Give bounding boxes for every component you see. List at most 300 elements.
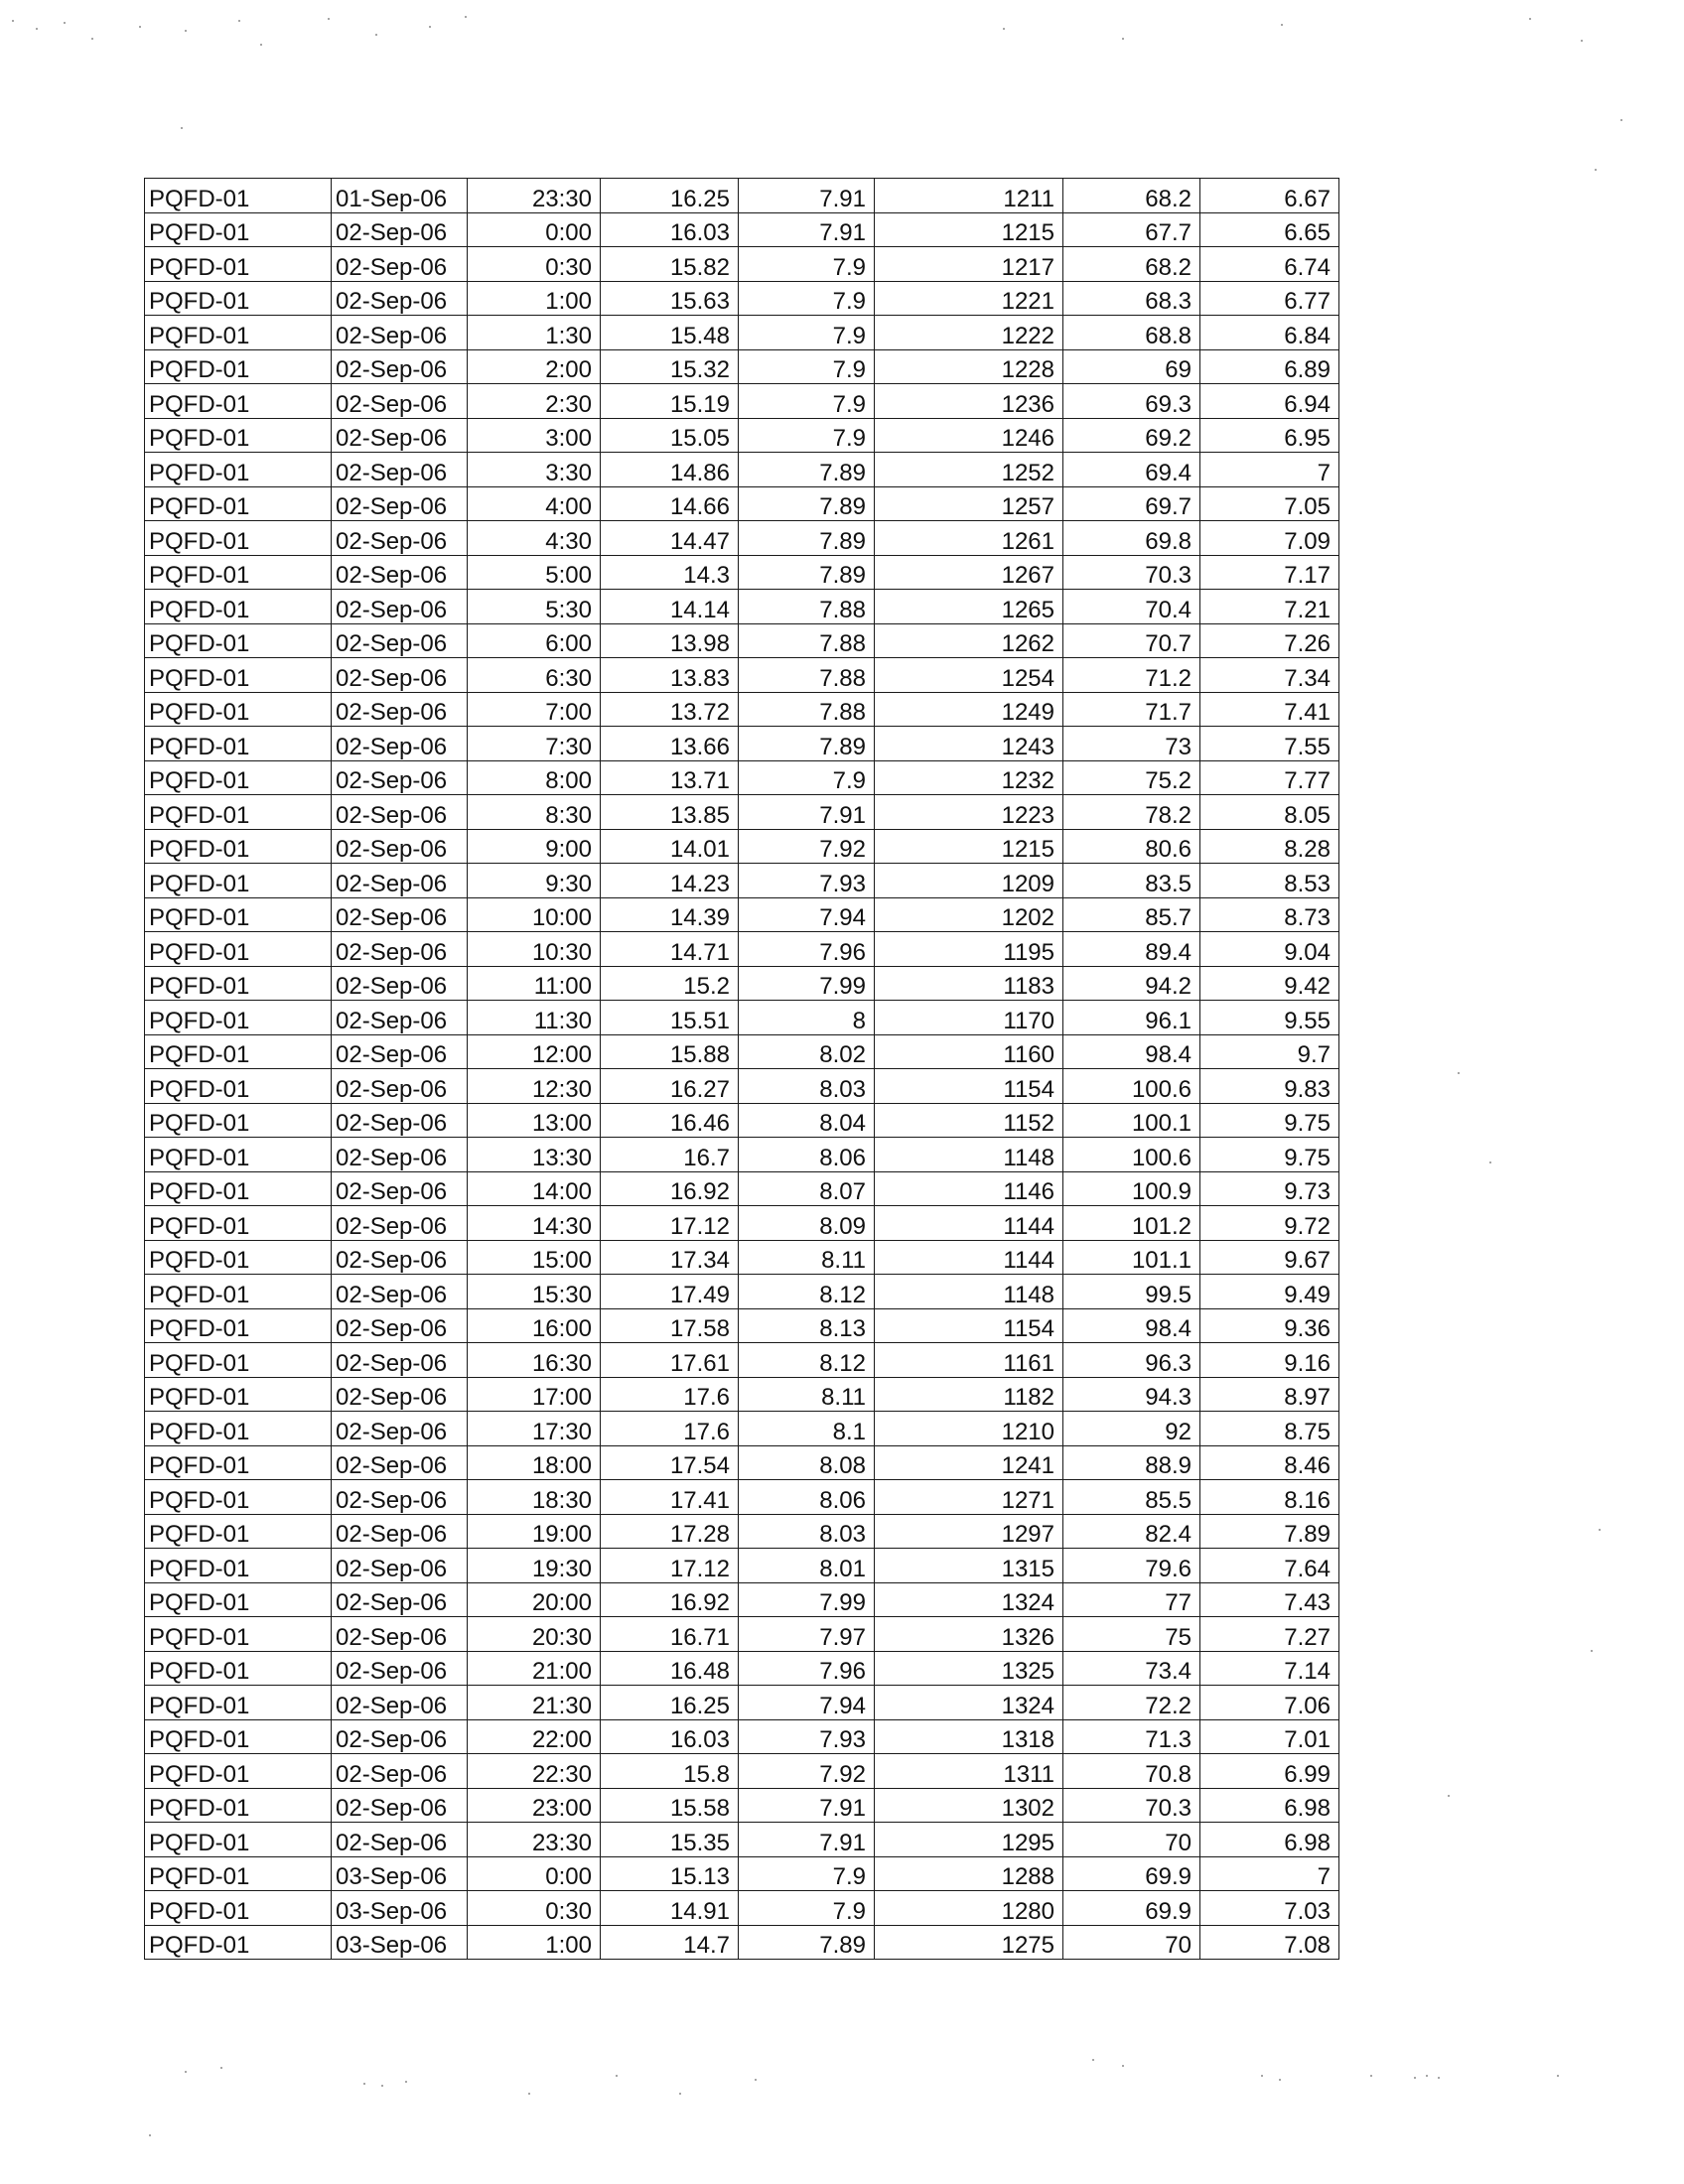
site-cell: PQFD-01	[145, 1788, 332, 1823]
value-cell: 1265	[875, 590, 1063, 624]
scan-speck	[465, 16, 467, 18]
value-cell: 9.7	[1200, 1034, 1339, 1069]
time-cell: 0:30	[468, 1891, 601, 1926]
value-cell: 6.98	[1200, 1788, 1339, 1823]
time-cell: 22:30	[468, 1754, 601, 1789]
value-cell: 69.4	[1063, 453, 1200, 487]
value-cell: 7.93	[739, 864, 875, 898]
value-cell: 7.9	[739, 760, 875, 795]
date-cell: 02-Sep-06	[332, 1651, 468, 1686]
scan-speck	[139, 26, 141, 28]
value-cell: 8.53	[1200, 864, 1339, 898]
table-row	[145, 727, 1339, 761]
value-cell: 14.01	[601, 829, 739, 864]
value-cell: 1154	[875, 1308, 1063, 1343]
value-cell: 1271	[875, 1480, 1063, 1515]
value-cell: 7.26	[1200, 623, 1339, 658]
date-cell: 02-Sep-06	[332, 1377, 468, 1412]
value-cell: 17.6	[601, 1412, 739, 1446]
site-cell: PQFD-01	[145, 1823, 332, 1857]
table-row	[145, 1651, 1339, 1686]
value-cell: 7.9	[739, 247, 875, 282]
site-cell: PQFD-01	[145, 1754, 332, 1789]
value-cell: 7.17	[1200, 555, 1339, 590]
time-cell: 23:00	[468, 1788, 601, 1823]
value-cell: 1144	[875, 1240, 1063, 1275]
scan-speck	[1092, 2059, 1094, 2061]
time-cell: 9:00	[468, 829, 601, 864]
scan-speck	[1003, 28, 1005, 30]
value-cell: 8.12	[739, 1343, 875, 1378]
time-cell: 3:30	[468, 453, 601, 487]
value-cell: 101.2	[1063, 1206, 1200, 1241]
value-cell: 7.34	[1200, 658, 1339, 693]
site-cell: PQFD-01	[145, 1412, 332, 1446]
value-cell: 7.9	[739, 1856, 875, 1891]
table-row	[145, 932, 1339, 967]
scan-speck	[1448, 1795, 1450, 1797]
table-row	[145, 1514, 1339, 1549]
time-cell: 16:00	[468, 1308, 601, 1343]
date-cell: 02-Sep-06	[332, 727, 468, 761]
site-cell: PQFD-01	[145, 1480, 332, 1515]
value-cell: 6.95	[1200, 418, 1339, 453]
table-row	[145, 486, 1339, 521]
value-cell: 1152	[875, 1103, 1063, 1138]
date-cell: 02-Sep-06	[332, 1582, 468, 1617]
date-cell: 02-Sep-06	[332, 1001, 468, 1035]
time-cell: 21:30	[468, 1686, 601, 1720]
site-cell: PQFD-01	[145, 1549, 332, 1583]
table-row	[145, 179, 1339, 213]
scan-speck	[36, 28, 38, 30]
value-cell: 72.2	[1063, 1686, 1200, 1720]
value-cell: 8.06	[739, 1480, 875, 1515]
value-cell: 14.66	[601, 486, 739, 521]
date-cell: 02-Sep-06	[332, 212, 468, 247]
value-cell: 88.9	[1063, 1445, 1200, 1480]
value-cell: 8.13	[739, 1308, 875, 1343]
value-cell: 1324	[875, 1582, 1063, 1617]
value-cell: 8.07	[739, 1171, 875, 1206]
value-cell: 85.5	[1063, 1480, 1200, 1515]
date-cell: 02-Sep-06	[332, 1549, 468, 1583]
value-cell: 68.8	[1063, 316, 1200, 350]
value-cell: 14.39	[601, 897, 739, 932]
value-cell: 1148	[875, 1275, 1063, 1309]
value-cell: 94.2	[1063, 966, 1200, 1001]
value-cell: 14.3	[601, 555, 739, 590]
value-cell: 7.89	[1200, 1514, 1339, 1549]
scan-speck	[64, 22, 66, 24]
value-cell: 15.32	[601, 349, 739, 384]
table-row	[145, 1719, 1339, 1754]
value-cell: 7.91	[739, 212, 875, 247]
value-cell: 9.04	[1200, 932, 1339, 967]
value-cell: 70	[1063, 1925, 1200, 1960]
scan-speck	[528, 2093, 530, 2095]
value-cell: 1252	[875, 453, 1063, 487]
value-cell: 1280	[875, 1891, 1063, 1926]
value-cell: 13.66	[601, 727, 739, 761]
value-cell: 1232	[875, 760, 1063, 795]
table-row	[145, 1891, 1339, 1926]
scan-speck	[679, 2093, 681, 2095]
value-cell: 8.01	[739, 1549, 875, 1583]
date-cell: 02-Sep-06	[332, 795, 468, 830]
site-cell: PQFD-01	[145, 453, 332, 487]
time-cell: 22:00	[468, 1719, 601, 1754]
value-cell: 77	[1063, 1582, 1200, 1617]
value-cell: 69.9	[1063, 1891, 1200, 1926]
value-cell: 7	[1200, 453, 1339, 487]
value-cell: 7.55	[1200, 727, 1339, 761]
value-cell: 16.46	[601, 1103, 739, 1138]
value-cell: 1275	[875, 1925, 1063, 1960]
site-cell: PQFD-01	[145, 418, 332, 453]
value-cell: 16.25	[601, 179, 739, 213]
value-cell: 96.3	[1063, 1343, 1200, 1378]
time-cell: 11:00	[468, 966, 601, 1001]
value-cell: 7.9	[739, 349, 875, 384]
date-cell: 01-Sep-06	[332, 179, 468, 213]
time-cell: 23:30	[468, 179, 601, 213]
time-cell: 7:30	[468, 727, 601, 761]
site-cell: PQFD-01	[145, 1377, 332, 1412]
value-cell: 7	[1200, 1856, 1339, 1891]
value-cell: 7.05	[1200, 486, 1339, 521]
time-cell: 23:30	[468, 1823, 601, 1857]
value-cell: 69.3	[1063, 384, 1200, 419]
date-cell: 02-Sep-06	[332, 1240, 468, 1275]
value-cell: 100.6	[1063, 1138, 1200, 1172]
value-cell: 15.13	[601, 1856, 739, 1891]
date-cell: 02-Sep-06	[332, 1034, 468, 1069]
value-cell: 94.3	[1063, 1377, 1200, 1412]
table-row	[145, 1343, 1339, 1378]
value-cell: 71.3	[1063, 1719, 1200, 1754]
time-cell: 17:30	[468, 1412, 601, 1446]
value-cell: 1183	[875, 966, 1063, 1001]
value-cell: 8.11	[739, 1377, 875, 1412]
site-cell: PQFD-01	[145, 1001, 332, 1035]
site-cell: PQFD-01	[145, 281, 332, 316]
value-cell: 69.2	[1063, 418, 1200, 453]
table-row	[145, 418, 1339, 453]
scan-speck	[1620, 119, 1622, 121]
value-cell: 70	[1063, 1823, 1200, 1857]
time-cell: 3:00	[468, 418, 601, 453]
value-cell: 16.03	[601, 1719, 739, 1754]
time-cell: 10:30	[468, 932, 601, 967]
value-cell: 8.16	[1200, 1480, 1339, 1515]
value-cell: 17.12	[601, 1206, 739, 1241]
date-cell: 02-Sep-06	[332, 966, 468, 1001]
scan-speck	[181, 127, 183, 129]
value-cell: 16.71	[601, 1617, 739, 1652]
site-cell: PQFD-01	[145, 727, 332, 761]
value-cell: 1241	[875, 1445, 1063, 1480]
date-cell: 02-Sep-06	[332, 897, 468, 932]
value-cell: 82.4	[1063, 1514, 1200, 1549]
site-cell: PQFD-01	[145, 384, 332, 419]
value-cell: 1295	[875, 1823, 1063, 1857]
site-cell: PQFD-01	[145, 1856, 332, 1891]
value-cell: 1297	[875, 1514, 1063, 1549]
time-cell: 15:00	[468, 1240, 601, 1275]
table-row	[145, 658, 1339, 693]
value-cell: 1262	[875, 623, 1063, 658]
value-cell: 14.86	[601, 453, 739, 487]
date-cell: 02-Sep-06	[332, 1069, 468, 1104]
time-cell: 12:00	[468, 1034, 601, 1069]
value-cell: 98.4	[1063, 1034, 1200, 1069]
value-cell: 15.63	[601, 281, 739, 316]
scan-speck	[260, 44, 262, 46]
value-cell: 9.73	[1200, 1171, 1339, 1206]
value-cell: 8.05	[1200, 795, 1339, 830]
site-cell: PQFD-01	[145, 829, 332, 864]
value-cell: 73.4	[1063, 1651, 1200, 1686]
value-cell: 7.88	[739, 590, 875, 624]
value-cell: 85.7	[1063, 897, 1200, 932]
site-cell: PQFD-01	[145, 1719, 332, 1754]
table-row	[145, 1275, 1339, 1309]
value-cell: 7.9	[739, 1891, 875, 1926]
scan-speck	[381, 2085, 383, 2087]
value-cell: 1311	[875, 1754, 1063, 1789]
value-cell: 6.94	[1200, 384, 1339, 419]
value-cell: 1195	[875, 932, 1063, 967]
scan-speck	[1414, 2077, 1416, 2079]
time-cell: 13:00	[468, 1103, 601, 1138]
scan-speck	[1489, 1161, 1491, 1163]
site-cell: PQFD-01	[145, 1617, 332, 1652]
data-table-body	[145, 179, 1339, 1960]
table-row	[145, 1823, 1339, 1857]
site-cell: PQFD-01	[145, 212, 332, 247]
table-row	[145, 829, 1339, 864]
value-cell: 7.9	[739, 316, 875, 350]
value-cell: 17.49	[601, 1275, 739, 1309]
value-cell: 7.43	[1200, 1582, 1339, 1617]
value-cell: 69.8	[1063, 521, 1200, 556]
time-cell: 6:30	[468, 658, 601, 693]
time-cell: 10:00	[468, 897, 601, 932]
value-cell: 7.41	[1200, 692, 1339, 727]
scan-speck	[1281, 24, 1283, 26]
scan-speck	[1426, 2075, 1428, 2077]
value-cell: 1325	[875, 1651, 1063, 1686]
value-cell: 16.25	[601, 1686, 739, 1720]
table-row	[145, 864, 1339, 898]
scan-speck	[1458, 1072, 1460, 1074]
value-cell: 1288	[875, 1856, 1063, 1891]
value-cell: 99.5	[1063, 1275, 1200, 1309]
site-cell: PQFD-01	[145, 1514, 332, 1549]
site-cell: PQFD-01	[145, 349, 332, 384]
table-row	[145, 453, 1339, 487]
table-row	[145, 1069, 1339, 1104]
value-cell: 7.91	[739, 1823, 875, 1857]
value-cell: 16.92	[601, 1582, 739, 1617]
value-cell: 7.9	[739, 418, 875, 453]
table-row	[145, 1001, 1339, 1035]
value-cell: 70.3	[1063, 555, 1200, 590]
value-cell: 1302	[875, 1788, 1063, 1823]
value-cell: 15.19	[601, 384, 739, 419]
date-cell: 02-Sep-06	[332, 590, 468, 624]
value-cell: 1254	[875, 658, 1063, 693]
value-cell: 13.71	[601, 760, 739, 795]
table-row	[145, 247, 1339, 282]
table-row	[145, 590, 1339, 624]
value-cell: 68.3	[1063, 281, 1200, 316]
date-cell: 02-Sep-06	[332, 418, 468, 453]
table-row	[145, 1377, 1339, 1412]
value-cell: 8	[739, 1001, 875, 1035]
scan-speck	[1591, 1650, 1593, 1652]
site-cell: PQFD-01	[145, 1138, 332, 1172]
value-cell: 17.34	[601, 1240, 739, 1275]
scan-speck	[1122, 38, 1124, 40]
time-cell: 19:00	[468, 1514, 601, 1549]
value-cell: 6.67	[1200, 179, 1339, 213]
time-cell: 20:30	[468, 1617, 601, 1652]
value-cell: 7.97	[739, 1617, 875, 1652]
value-cell: 15.05	[601, 418, 739, 453]
value-cell: 8.75	[1200, 1412, 1339, 1446]
value-cell: 7.93	[739, 1719, 875, 1754]
site-cell: PQFD-01	[145, 760, 332, 795]
table-row	[145, 1103, 1339, 1138]
value-cell: 69.9	[1063, 1856, 1200, 1891]
value-cell: 7.06	[1200, 1686, 1339, 1720]
date-cell: 02-Sep-06	[332, 486, 468, 521]
value-cell: 1144	[875, 1206, 1063, 1241]
value-cell: 6.98	[1200, 1823, 1339, 1857]
value-cell: 9.75	[1200, 1138, 1339, 1172]
value-cell: 7.14	[1200, 1651, 1339, 1686]
value-cell: 6.74	[1200, 247, 1339, 282]
site-cell: PQFD-01	[145, 692, 332, 727]
site-cell: PQFD-01	[145, 966, 332, 1001]
date-cell: 03-Sep-06	[332, 1891, 468, 1926]
table-row	[145, 1206, 1339, 1241]
value-cell: 14.14	[601, 590, 739, 624]
table-row	[145, 966, 1339, 1001]
scan-speck	[185, 30, 187, 32]
table-row	[145, 1034, 1339, 1069]
date-cell: 02-Sep-06	[332, 932, 468, 967]
value-cell: 1182	[875, 1377, 1063, 1412]
date-cell: 02-Sep-06	[332, 1514, 468, 1549]
value-cell: 1154	[875, 1069, 1063, 1104]
value-cell: 1236	[875, 384, 1063, 419]
time-cell: 4:00	[468, 486, 601, 521]
value-cell: 14.7	[601, 1925, 739, 1960]
value-cell: 67.7	[1063, 212, 1200, 247]
value-cell: 16.03	[601, 212, 739, 247]
site-cell: PQFD-01	[145, 864, 332, 898]
value-cell: 7.08	[1200, 1925, 1339, 1960]
table-row	[145, 281, 1339, 316]
date-cell: 02-Sep-06	[332, 247, 468, 282]
site-cell: PQFD-01	[145, 1445, 332, 1480]
value-cell: 15.35	[601, 1823, 739, 1857]
value-cell: 13.72	[601, 692, 739, 727]
value-cell: 7.88	[739, 692, 875, 727]
date-cell: 02-Sep-06	[332, 1308, 468, 1343]
table-row	[145, 1445, 1339, 1480]
value-cell: 15.2	[601, 966, 739, 1001]
date-cell: 03-Sep-06	[332, 1856, 468, 1891]
site-cell: PQFD-01	[145, 1891, 332, 1926]
date-cell: 02-Sep-06	[332, 384, 468, 419]
site-cell: PQFD-01	[145, 179, 332, 213]
table-row	[145, 1171, 1339, 1206]
value-cell: 96.1	[1063, 1001, 1200, 1035]
time-cell: 11:30	[468, 1001, 601, 1035]
value-cell: 7.9	[739, 384, 875, 419]
date-cell: 02-Sep-06	[332, 1103, 468, 1138]
value-cell: 7.88	[739, 658, 875, 693]
scan-speck	[1529, 18, 1531, 20]
time-cell: 0:00	[468, 212, 601, 247]
date-cell: 02-Sep-06	[332, 1823, 468, 1857]
time-cell: 9:30	[468, 864, 601, 898]
value-cell: 89.4	[1063, 932, 1200, 967]
site-cell: PQFD-01	[145, 590, 332, 624]
value-cell: 7.91	[739, 795, 875, 830]
scan-speck	[1122, 2065, 1124, 2067]
time-cell: 7:00	[468, 692, 601, 727]
value-cell: 14.71	[601, 932, 739, 967]
table-row	[145, 1788, 1339, 1823]
value-cell: 8.97	[1200, 1377, 1339, 1412]
scan-speck	[185, 2071, 187, 2073]
scan-speck	[1261, 2075, 1263, 2077]
value-cell: 8.11	[739, 1240, 875, 1275]
value-cell: 7.94	[739, 1686, 875, 1720]
table-row	[145, 1480, 1339, 1515]
value-cell: 7.92	[739, 1754, 875, 1789]
value-cell: 13.83	[601, 658, 739, 693]
scan-speck	[375, 34, 377, 36]
value-cell: 7.89	[739, 453, 875, 487]
site-cell: PQFD-01	[145, 932, 332, 967]
date-cell: 02-Sep-06	[332, 1445, 468, 1480]
value-cell: 70.4	[1063, 590, 1200, 624]
time-cell: 0:30	[468, 247, 601, 282]
scan-speck	[149, 2134, 151, 2136]
date-cell: 02-Sep-06	[332, 1754, 468, 1789]
value-cell: 14.47	[601, 521, 739, 556]
value-cell: 1170	[875, 1001, 1063, 1035]
date-cell: 02-Sep-06	[332, 349, 468, 384]
table-row	[145, 1686, 1339, 1720]
date-cell: 02-Sep-06	[332, 1343, 468, 1378]
value-cell: 68.2	[1063, 179, 1200, 213]
time-cell: 5:30	[468, 590, 601, 624]
value-cell: 8.12	[739, 1275, 875, 1309]
value-cell: 100.1	[1063, 1103, 1200, 1138]
value-cell: 9.72	[1200, 1206, 1339, 1241]
value-cell: 9.49	[1200, 1275, 1339, 1309]
value-cell: 69.7	[1063, 486, 1200, 521]
value-cell: 15.88	[601, 1034, 739, 1069]
value-cell: 6.99	[1200, 1754, 1339, 1789]
